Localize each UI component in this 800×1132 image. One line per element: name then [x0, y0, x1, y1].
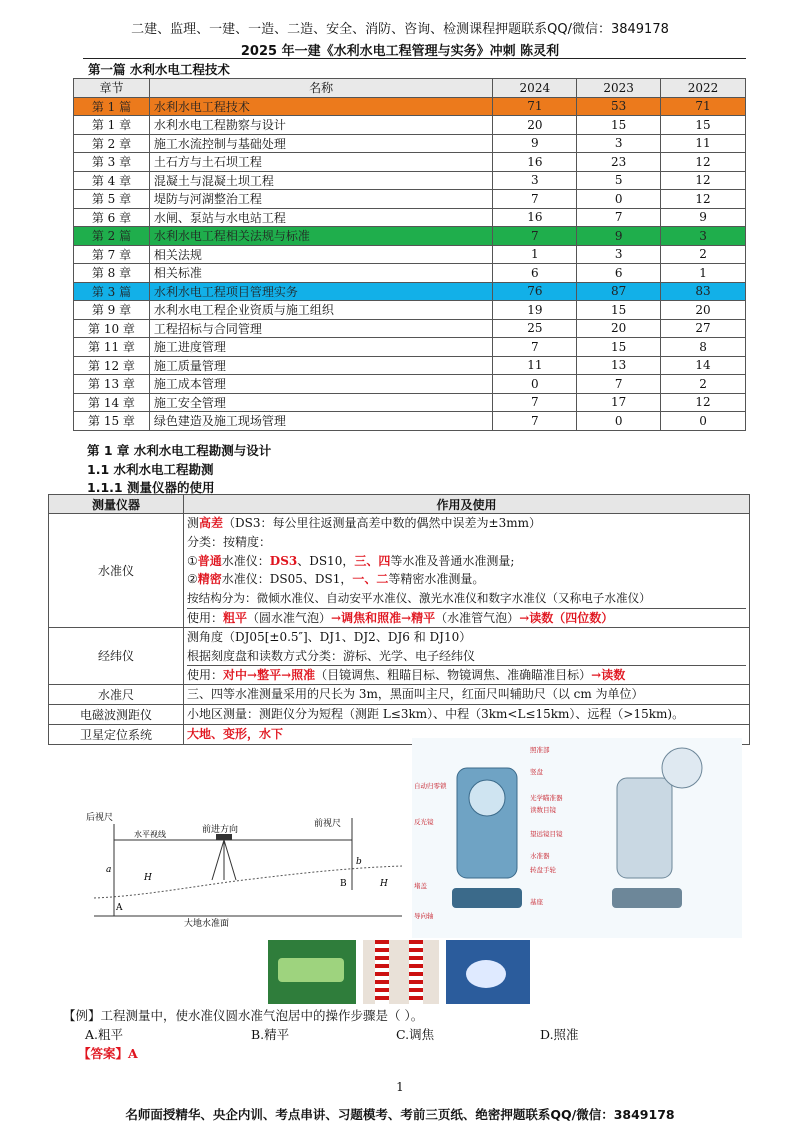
col-usage: 作用及使用 — [184, 495, 750, 514]
instrument-name: 水准尺 — [49, 685, 184, 705]
back-rod-label: 后视尺 — [86, 813, 114, 823]
score-2022: 12 — [661, 190, 746, 209]
chapter-cell: 第 5 章 — [74, 190, 150, 209]
theodolite-label: 读数目镜 — [530, 806, 556, 814]
score-2022: 9 — [661, 208, 746, 227]
score-2022: 71 — [661, 97, 746, 116]
instrument-usage: 小地区测量：测距仪分为短程（测距 L≤3km）、中程（3km<L≤15km）、远程（>15km)。 — [184, 704, 750, 724]
chapter-cell: 第 13 章 — [74, 375, 150, 394]
rod-photo — [363, 940, 439, 1004]
name-cell: 相关法规 — [149, 245, 492, 264]
score-2023: 9 — [577, 227, 661, 246]
forward-label: 前进方向 — [202, 825, 239, 835]
score-2023: 17 — [577, 393, 661, 412]
score-2024: 7 — [493, 338, 577, 357]
page-number: 1 — [396, 1080, 404, 1094]
score-2023: 7 — [577, 375, 661, 394]
score-2022: 83 — [661, 282, 746, 301]
score-2024: 0 — [493, 375, 577, 394]
chapter-cell: 第 15 章 — [74, 412, 150, 431]
score-2023: 15 — [577, 301, 661, 320]
score-row — [74, 338, 746, 357]
option-b: B.精平 — [251, 1027, 290, 1042]
score-2023: 0 — [577, 412, 661, 431]
option-a: A.粗平 — [85, 1027, 124, 1042]
chapter-cell: 第 9 章 — [74, 301, 150, 320]
label-A: A — [116, 903, 123, 913]
tripod — [212, 840, 236, 880]
theodolite-label: 光学瞄准器 — [530, 794, 563, 802]
theodolite-body-right — [617, 778, 672, 878]
name-cell: 绿色建造及施工现场管理 — [149, 412, 492, 431]
col-chapter: 章节 — [74, 79, 150, 98]
row-rod — [49, 685, 750, 705]
score-2024: 7 — [493, 227, 577, 246]
score-row — [74, 356, 746, 375]
label-b: b — [356, 857, 362, 867]
score-2024: 16 — [493, 208, 577, 227]
name-cell: 混凝土与混凝土坝工程 — [149, 171, 492, 190]
theodolite-label: 照准部 — [530, 746, 550, 754]
score-2022: 12 — [661, 393, 746, 412]
score-2024: 7 — [493, 190, 577, 209]
chapter-cell: 第 14 章 — [74, 393, 150, 412]
score-2022: 2 — [661, 375, 746, 394]
name-cell: 工程招标与合同管理 — [149, 319, 492, 338]
theodolite-base-left — [452, 888, 522, 908]
score-2022: 2 — [661, 245, 746, 264]
score-2022: 14 — [661, 356, 746, 375]
score-2023: 15 — [577, 116, 661, 135]
score-2022: 12 — [661, 171, 746, 190]
score-2022: 11 — [661, 134, 746, 153]
example-question: 【例】工程测量中，使水准仪圆水准气泡居中的操作步骤是（ ）。 — [63, 1008, 424, 1023]
header-ad-line: 二建、监理、一建、一造、二造、安全、消防、咨询、检测课程押题联系QQ/微信：3849178 — [131, 22, 669, 37]
score-2024: 71 — [493, 97, 577, 116]
rod-strip — [375, 940, 389, 1004]
label-B: B — [340, 879, 347, 889]
score-2023: 20 — [577, 319, 661, 338]
name-cell: 水利水电工程技术 — [149, 97, 492, 116]
score-2022: 20 — [661, 301, 746, 320]
score-2024: 7 — [493, 412, 577, 431]
theodolite-label: 转盘手轮 — [530, 866, 556, 874]
score-2023: 0 — [577, 190, 661, 209]
score-2023: 3 — [577, 134, 661, 153]
col-2023: 2023 — [577, 79, 661, 98]
subsection-heading: 1.1.1 测量仪器的使用 — [87, 480, 215, 495]
score-2024: 25 — [493, 319, 577, 338]
label-a: a — [106, 865, 112, 875]
instrument-table-header — [49, 495, 750, 514]
col-instrument: 测量仪器 — [49, 495, 184, 514]
name-cell: 相关标准 — [149, 264, 492, 283]
score-2023: 7 — [577, 208, 661, 227]
theodolite-scope-right — [662, 748, 702, 788]
document-title: 2025 年一建《水利水电工程管理与实务》冲刺 陈灵利 — [240, 44, 560, 59]
score-2022: 8 — [661, 338, 746, 357]
score-2024: 3 — [493, 171, 577, 190]
name-cell: 施工安全管理 — [149, 393, 492, 412]
row-theodolite — [49, 627, 750, 684]
score-2024: 76 — [493, 282, 577, 301]
header-divider — [83, 58, 746, 59]
score-row — [74, 412, 746, 431]
ground-line — [94, 866, 402, 898]
instrument-name: 卫星定位系统 — [49, 724, 184, 744]
theodolite-label: 反光镜 — [414, 818, 434, 826]
score-2022: 15 — [661, 116, 746, 135]
score-2023: 15 — [577, 338, 661, 357]
chapter-cell: 第 7 章 — [74, 245, 150, 264]
chapter-cell: 第 1 章 — [74, 116, 150, 135]
example-answer: 【答案】A — [78, 1046, 138, 1061]
rod-strip — [409, 940, 423, 1004]
row-level — [49, 514, 750, 628]
theodolite-label: 望远镜目镜 — [530, 830, 563, 838]
score-row — [74, 245, 746, 264]
score-2023: 6 — [577, 264, 661, 283]
score-row — [74, 134, 746, 153]
theodolite-label: 导向轴 — [414, 912, 434, 920]
chapter-cell: 第 12 章 — [74, 356, 150, 375]
score-row — [74, 208, 746, 227]
score-2023: 5 — [577, 171, 661, 190]
score-2024: 16 — [493, 153, 577, 172]
col-2022: 2022 — [661, 79, 746, 98]
satellite-beam — [466, 960, 506, 988]
name-cell: 施工进度管理 — [149, 338, 492, 357]
instrument-usage: 测高差（DS3：每公里往返测量高差中数的偶然中误差为±3mm） 分类：按精度： ①普通水准仪：DS3、DS10，三、四等水准及普通水准测量; ②精密水准仪：DS05、DS1，一、二等精密水准测量。 按结构分为：微倾水准仪、自动安平水准仪、激光水准仪和数字水准仪（又称电子水准仪） 使用：粗平（圆水准气泡）→调焦和照准→精平（水准管气泡）→读数（四位数） — [184, 514, 750, 628]
score-2022: 1 — [661, 264, 746, 283]
score-2022: 27 — [661, 319, 746, 338]
level-body — [278, 958, 344, 982]
name-cell: 堤防与河湖整治工程 — [149, 190, 492, 209]
score-table — [73, 78, 746, 431]
name-cell: 水利水电工程相关法规与标准 — [149, 227, 492, 246]
chapter-cell: 第 3 篇 — [74, 282, 150, 301]
chapter-cell: 第 11 章 — [74, 338, 150, 357]
score-2023: 3 — [577, 245, 661, 264]
score-row — [74, 190, 746, 209]
instrument-usage: 测角度（DJ05[±0.5″]、DJ1、DJ2、DJ6 和 DJ10） 根据刻度盘和读数方式分类：游标、光学、电子经纬仪 使用：对中→整平→照准（目镜调焦、粗瞄目标、物镜调焦、准确瞄准目标）→读数 — [184, 627, 750, 684]
front-rod-label: 前视尺 — [314, 819, 342, 829]
score-2022: 12 — [661, 153, 746, 172]
chapter-cell: 第 2 篇 — [74, 227, 150, 246]
chapter-cell: 第 1 篇 — [74, 97, 150, 116]
col-name: 名称 — [149, 79, 492, 98]
score-2024: 11 — [493, 356, 577, 375]
satellite-photo — [446, 940, 530, 1004]
name-cell: 土石方与土石坝工程 — [149, 153, 492, 172]
score-2023: 23 — [577, 153, 661, 172]
score-2024: 7 — [493, 393, 577, 412]
instrument-name: 水准仪 — [49, 514, 184, 628]
row-edm — [49, 704, 750, 724]
name-cell: 水利水电工程企业资质与施工组织 — [149, 301, 492, 320]
score-2022: 0 — [661, 412, 746, 431]
name-cell: 水闸、泵站与水电站工程 — [149, 208, 492, 227]
name-cell: 施工成本管理 — [149, 375, 492, 394]
score-row — [74, 301, 746, 320]
instrument-name: 经纬仪 — [49, 627, 184, 684]
score-row — [74, 153, 746, 172]
part-title: 第一篇 水利水电工程技术 — [88, 62, 230, 77]
section-heading: 1.1 水利水电工程勘测 — [87, 462, 214, 477]
chapter-cell: 第 8 章 — [74, 264, 150, 283]
score-2023: 53 — [577, 97, 661, 116]
score-row — [74, 319, 746, 338]
col-2024: 2024 — [493, 79, 577, 98]
chapter-cell: 第 3 章 — [74, 153, 150, 172]
score-table-body — [74, 97, 746, 430]
chapter-heading: 第 1 章 水利水电工程勘测与设计 — [87, 443, 272, 458]
footer-ad: 名师面授精华、央企内训、考点串讲、习题模考、考前三页纸、绝密押题联系QQ/微信：3849178 — [125, 1107, 675, 1122]
score-row — [74, 227, 746, 246]
theodolite-base-right — [612, 888, 682, 908]
chapter-cell: 第 2 章 — [74, 134, 150, 153]
label-Ha: H — [144, 873, 152, 883]
theodolite-label: 竖盘 — [530, 768, 543, 776]
level-photo — [268, 940, 356, 1004]
score-2022: 3 — [661, 227, 746, 246]
score-row — [74, 375, 746, 394]
score-2024: 19 — [493, 301, 577, 320]
instrument-name: 电磁波测距仪 — [49, 704, 184, 724]
leveling-diagram — [84, 810, 404, 928]
score-table-header — [74, 79, 746, 98]
instrument-usage: 大地、变形，水下 — [184, 724, 750, 744]
name-cell: 施工水流控制与基础处理 — [149, 134, 492, 153]
score-2024: 9 — [493, 134, 577, 153]
score-row — [74, 97, 746, 116]
score-2023: 13 — [577, 356, 661, 375]
score-row — [74, 393, 746, 412]
theodolite-label: 堵盖 — [414, 882, 427, 890]
datum-label: 大地水准面 — [184, 919, 230, 928]
score-row — [74, 171, 746, 190]
chapter-cell: 第 6 章 — [74, 208, 150, 227]
instrument-usage: 三、四等水准测量采用的尺长为 3m，黑面叫主尺，红面尺叫辅助尺（以 cm 为单位） — [184, 685, 750, 705]
score-2024: 6 — [493, 264, 577, 283]
score-2024: 1 — [493, 245, 577, 264]
instrument-table — [48, 494, 750, 745]
theodolite-label: 自动归零锁 — [414, 782, 447, 790]
name-cell: 施工质量管理 — [149, 356, 492, 375]
score-row — [74, 282, 746, 301]
name-cell: 水利水电工程项目管理实务 — [149, 282, 492, 301]
theodolite-label: 基座 — [530, 898, 543, 906]
name-cell: 水利水电工程勘察与设计 — [149, 116, 492, 135]
score-row — [74, 264, 746, 283]
label-Hb: H — [380, 879, 388, 889]
score-2024: 20 — [493, 116, 577, 135]
option-d: D.照准 — [540, 1027, 579, 1042]
chapter-cell: 第 4 章 — [74, 171, 150, 190]
score-2023: 87 — [577, 282, 661, 301]
theodolite-scope-left — [469, 780, 505, 816]
chapter-cell: 第 10 章 — [74, 319, 150, 338]
theodolite-photo — [412, 738, 742, 938]
score-row — [74, 116, 746, 135]
theodolite-label: 水准器 — [530, 852, 550, 860]
option-c: C.调焦 — [396, 1027, 435, 1042]
sight-label: 水平视线 — [134, 830, 166, 839]
